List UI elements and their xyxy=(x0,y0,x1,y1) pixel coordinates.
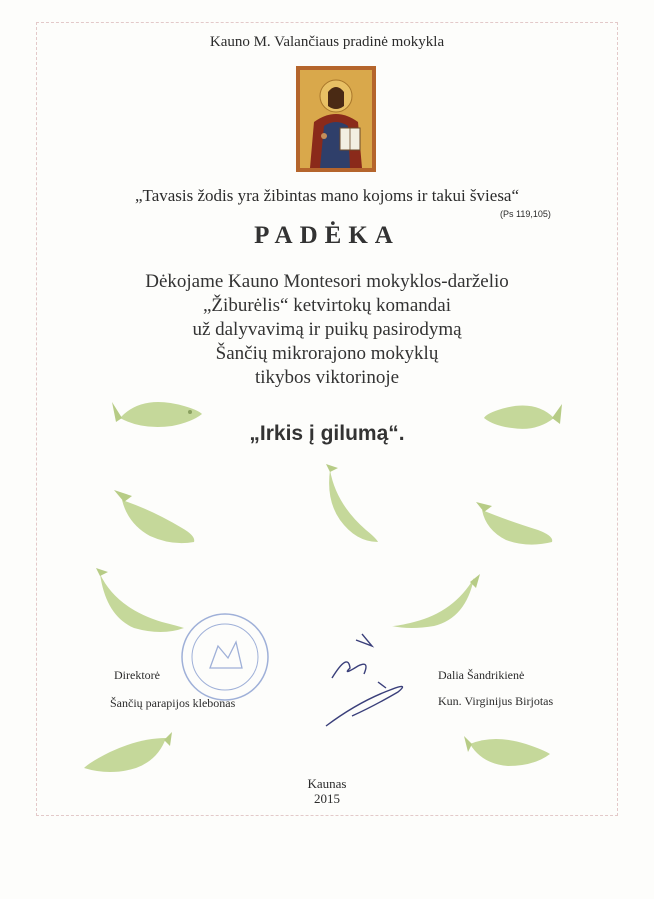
signer-name-director: Dalia Šandrikienė xyxy=(438,668,525,682)
signer-role-pastor: Šančių parapijos klebonas xyxy=(110,696,236,710)
fish-icon xyxy=(80,732,172,778)
fish-icon xyxy=(476,502,556,550)
year: 2015 xyxy=(314,791,340,806)
signer-role-director: Direktorė xyxy=(114,668,160,682)
fish-icon xyxy=(316,464,380,544)
school-name: Kauno M. Valančiaus pradinė mokykla xyxy=(209,34,445,50)
gratitude-line: Dėkojame Kauno Montesori mokyklos-darželio xyxy=(145,271,509,292)
bible-quote: „Tavasis žodis yra žibintas mano kojoms ir takui šviesa“ xyxy=(134,186,520,205)
gratitude-line: už dalyvavimą ir puikų pasirodymą xyxy=(192,319,462,340)
fish-icon xyxy=(92,568,188,638)
place-date xyxy=(0,776,654,806)
gratitude-line: Šančių mikrorajono mokyklų xyxy=(215,343,439,364)
quote-reference: (Ps 119,105) xyxy=(500,209,551,219)
fish-icon xyxy=(464,730,552,774)
certificate-title: PADĖKA xyxy=(254,222,400,249)
gratitude-line: „Žiburėlis“ ketvirtokų komandai xyxy=(203,295,451,316)
fish-icon xyxy=(484,394,562,434)
christ-icon xyxy=(296,66,376,172)
fish-icon xyxy=(112,490,198,550)
city: Kaunas xyxy=(307,776,347,791)
stamp-seal xyxy=(180,612,270,702)
signature-scribble xyxy=(318,632,418,732)
fish-icon xyxy=(112,388,204,434)
fish-icon xyxy=(390,574,480,630)
gratitude-text xyxy=(0,270,654,390)
contest-name: „Irkis į gilumą“. xyxy=(249,422,405,445)
signer-name-pastor: Kun. Virginijus Birjotas xyxy=(438,694,554,708)
gratitude-line: tikybos viktorinoje xyxy=(254,367,400,388)
